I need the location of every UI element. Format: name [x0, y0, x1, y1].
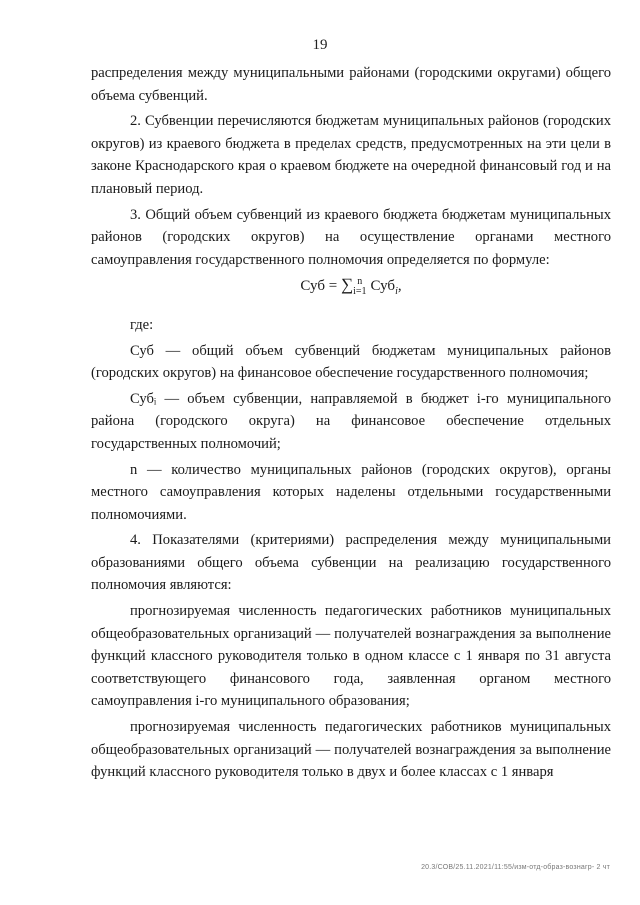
sum-lower-limit: i=1: [353, 285, 367, 297]
sum-upper-limit: n: [357, 275, 363, 287]
definition-n: n — количество муниципальных районов (городских округов), органы местного самоуправления которых наделены отдельными государственными полномочиями.: [91, 461, 611, 523]
paragraph-item-3: 3. Общий объем субвенций из краевого бюджета бюджетам муниципальных районов (городских округов) на осуществление органами местного самоуправления государственного полномочия определяется по формуле:: [91, 206, 611, 268]
paragraph-item-2: 2. Субвенции перечисляются бюджетам муниципальных районов (городских округов) из краевого бюджета в пределах средств, предусмотренных на эти цели в законе Краснодарского края о краевом бюджете на очередной финансовый год и на плановый период.: [91, 113, 611, 197]
document-body: [91, 62, 611, 784]
definition-sub-i: Субᵢ — объем субвенции, направляемой в бюджет i-го муниципального района (городского округа) на финансовое обеспечение отдельных государственных полномочий;: [91, 390, 611, 452]
page-number: 19: [312, 37, 328, 53]
footer-stamp: 20.3/СОВ/25.11.2021/11:55/изм-отд-образ-вознагр- 2 чт: [421, 864, 610, 871]
paragraph-item-4: 4. Показателями (критериями) распределения между муниципальными образованиями общего объема субвенции на реализацию государственного полномочия являются:: [91, 532, 611, 594]
formula: [91, 274, 611, 304]
criterion-one-class: прогнозируемая численность педагогических работников муниципальных общеобразовательных организаций — получателей вознаграждения за выполнение функций классного руководителя только в одном классе с 1 января по 31 августа соответствующего финансового года, заявленная органом местного самоуправления i-го муниципального образования;: [91, 603, 611, 710]
sum-limits: [353, 277, 366, 297]
criterion-two-classes: прогнозируемая численность педагогических работников муниципальных общеобразовательных организаций — получателей вознаграждения за выполнение функций классного руководителя только в двух и более классах с 1 января: [91, 719, 611, 781]
formula-lhs: Суб =: [300, 278, 341, 295]
where-label: где:: [130, 316, 154, 333]
paragraph-continuation: распределения между муниципальными районами (городскими округами) общего объема субвенций.: [91, 65, 611, 104]
sum-symbol: ∑: [340, 275, 354, 295]
formula-end: ,: [397, 278, 402, 295]
formula-term: Суб: [370, 278, 396, 295]
formula-index: i: [395, 286, 398, 298]
definition-sub: Суб — общий объем субвенций бюджетам муниципальных районов (городских округов) на финансовое обеспечение государственного полномочия;: [91, 342, 611, 382]
